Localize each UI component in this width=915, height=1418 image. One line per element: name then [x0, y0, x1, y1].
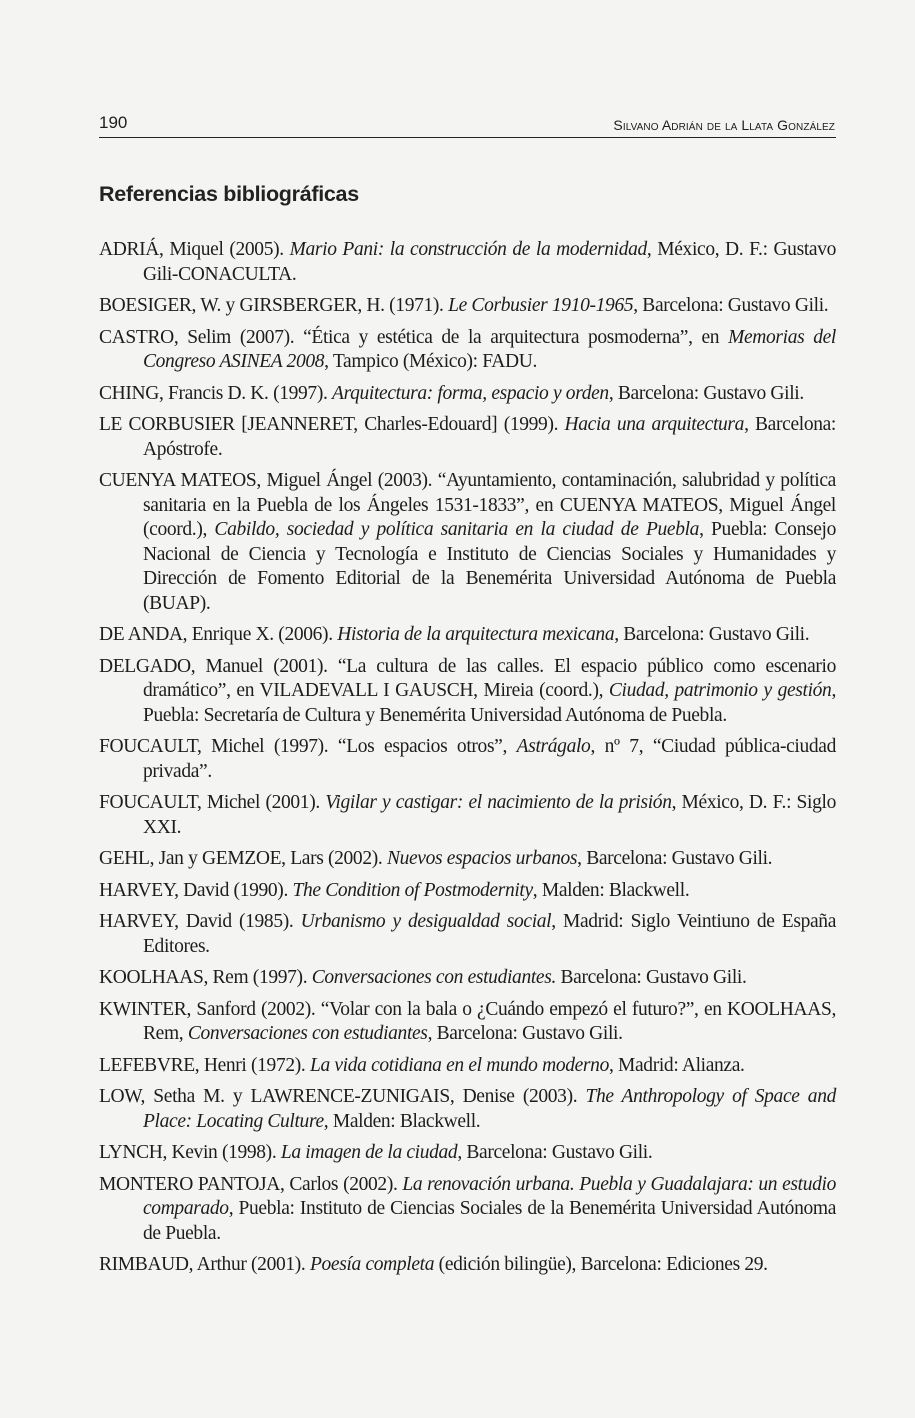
reference-entry [99, 1054, 836, 1079]
reference-entry [99, 655, 836, 729]
reference-publisher: Barcelona: Gustavo Gili. [555, 967, 747, 988]
reference-publisher: , Barcelona: Gustavo Gili. [633, 295, 829, 316]
reference-publisher: , Puebla: Consejo Nacional de Ciencia y Tecnología e Instituto de Ciencias Sociales y Humanidades y Dirección de Fomento Editorial de la Benemérita Universidad Autónoma de Puebla (BUAP). [143, 519, 836, 614]
reference-entry [99, 1141, 836, 1166]
reference-entry [99, 294, 836, 319]
reference-entry [99, 879, 836, 904]
reference-title: Hacia una arquitectura [564, 414, 745, 435]
reference-title: Urbanismo y desigualdad social [300, 911, 552, 932]
reference-entry [99, 1253, 836, 1278]
reference-authors: KOOLHAAS, Rem (1997). [99, 967, 312, 988]
reference-publisher: , Barcelona: Gustavo Gili. [608, 382, 804, 404]
reference-list [99, 238, 836, 1285]
reference-authors: HARVEY, David (1985). [99, 911, 301, 932]
reference-title: Vigilar y castigar: el nacimiento de la prisión [325, 792, 672, 813]
reference-entry [99, 791, 836, 840]
reference-authors: LE CORBUSIER [JEANNERET, Charles-Edouard] (1999). [99, 414, 565, 435]
reference-title: La vida cotidiana en el mundo moderno [309, 1054, 609, 1076]
page-header [99, 111, 836, 138]
reference-title: Mario Pani: la construcción de la modernidad [289, 239, 647, 260]
reference-publisher: , México, D. F.: Siglo XXI. [143, 792, 836, 838]
reference-title: The Anthropology of Space and Place: Locating Culture [143, 1086, 836, 1132]
reference-title: Cabildo, sociedad y política sanitaria en la ciudad de Puebla [214, 519, 700, 540]
reference-publisher: , Puebla: Secretaría de Cultura y Benemérita Universidad Autónoma de Puebla. [143, 680, 836, 726]
section-title: Referencias bibliográficas [99, 182, 359, 206]
reference-entry [99, 623, 836, 648]
reference-publisher: , Barcelona: Gustavo Gili. [577, 848, 773, 869]
reference-authors: LYNCH, Kevin (1998). [99, 1142, 281, 1163]
reference-publisher: , Puebla: Instituto de Ciencias Sociales de la Benemérita Universidad Autónoma de Puebla. [143, 1198, 836, 1244]
reference-authors: CASTRO, Selim (2007). “Ética y estética de la arquitectura posmoderna”, en [99, 326, 729, 348]
reference-title: Poesía completa [309, 1254, 435, 1275]
reference-title: La renovación urbana. Puebla y Guadalajara: un estudio comparado [143, 1173, 836, 1219]
reference-publisher: , Barcelona: Gustavo Gili. [457, 1142, 653, 1163]
reference-authors: ADRIÁ, Miquel (2005). [99, 239, 290, 260]
reference-entry [99, 238, 836, 287]
reference-authors: HARVEY, David (1990). [99, 879, 293, 901]
reference-title: Conversaciones con estudiantes [187, 1023, 428, 1044]
reference-publisher: (edición bilingüe), Barcelona: Ediciones 29. [434, 1254, 768, 1275]
reference-entry [99, 847, 836, 872]
reference-authors: DELGADO, Manuel (2001). “La cultura de las calles. El espacio público como escenario dramático”, en VILADEVALL I GAUSCH, Mireia (coord.), [99, 655, 836, 701]
reference-entry [99, 1085, 836, 1134]
reference-authors: LOW, Setha M. y LAWRENCE-ZUNIGAIS, Denise (2003). [99, 1086, 586, 1107]
page-number: 190 [99, 113, 128, 132]
reference-publisher: , nº 7, “Ciudad pública-ciudad privada”. [143, 736, 836, 782]
reference-title: Memorias del Congreso ASINEA 2008 [143, 326, 836, 372]
reference-entry [99, 382, 836, 407]
reference-title: Conversaciones con estudiantes. [311, 967, 556, 988]
reference-entry [99, 966, 836, 991]
running-head: Silvano Adrián de la Llata González [613, 117, 835, 133]
reference-entry [99, 910, 836, 959]
reference-authors: GEHL, Jan y GEMZOE, Lars (2002). [99, 848, 387, 869]
reference-publisher: , Malden: Blackwell. [532, 879, 690, 901]
reference-publisher: , Malden: Blackwell. [323, 1110, 481, 1132]
reference-entry [99, 998, 836, 1047]
reference-publisher: , Madrid: Siglo Veintiuno de España Editores. [143, 911, 836, 957]
reference-entry [99, 469, 836, 616]
reference-title: Historia de la arquitectura mexicana [337, 624, 615, 645]
reference-title: Nuevos espacios urbanos [386, 848, 578, 869]
reference-authors: CUENYA MATEOS, Miguel Ángel (2003). “Ayuntamiento, contaminación, salubridad y política sanitaria en la Puebla de los Ángeles 1531-1833”, en CUENYA MATEOS, Miguel Ángel (coord.), [99, 470, 836, 540]
reference-publisher: , Madrid: Alianza. [608, 1054, 745, 1076]
reference-authors: BOESIGER, W. y GIRSBERGER, H. (1971). [99, 295, 449, 316]
reference-entry [99, 1173, 836, 1247]
reference-publisher: , Tampico (México): FADU. [324, 351, 537, 372]
reference-publisher: , Barcelona: Gustavo Gili. [614, 624, 810, 645]
reference-authors: DE ANDA, Enrique X. (2006). [99, 624, 338, 645]
reference-title: Arquitectura: forma, espacio y orden [332, 382, 609, 404]
reference-entry [99, 735, 836, 784]
reference-authors: KWINTER, Sanford (2002). “Volar con la bala o ¿Cuándo empezó el futuro?”, en KOOLHAAS, Rem, [99, 998, 836, 1044]
reference-title: The Condition of Postmodernity [292, 879, 533, 901]
reference-publisher: , Barcelona: Apóstrofe. [143, 414, 836, 460]
reference-entry [99, 413, 836, 462]
reference-authors: LEFEBVRE, Henri (1972). [99, 1054, 310, 1076]
reference-authors: MONTERO PANTOJA, Carlos (2002). [99, 1173, 403, 1195]
reference-authors: RIMBAUD, Arthur (2001). [99, 1254, 310, 1275]
reference-entry [99, 326, 836, 375]
reference-title: La imagen de la ciudad [280, 1142, 458, 1163]
reference-title: Le Corbusier 1910-1965 [448, 295, 634, 316]
reference-publisher: , México, D. F.: Gustavo Gili-CONACULTA. [143, 239, 836, 285]
reference-authors: FOUCAULT, Michel (1997). “Los espacios otros”, [99, 736, 517, 757]
reference-title: Ciudad, patrimonio y gestión [608, 680, 832, 701]
reference-authors: CHING, Francis D. K. (1997). [99, 382, 333, 404]
reference-authors: FOUCAULT, Michel (2001). [99, 792, 326, 813]
reference-title: Astrágalo [516, 736, 591, 757]
reference-publisher: , Barcelona: Gustavo Gili. [427, 1023, 623, 1044]
